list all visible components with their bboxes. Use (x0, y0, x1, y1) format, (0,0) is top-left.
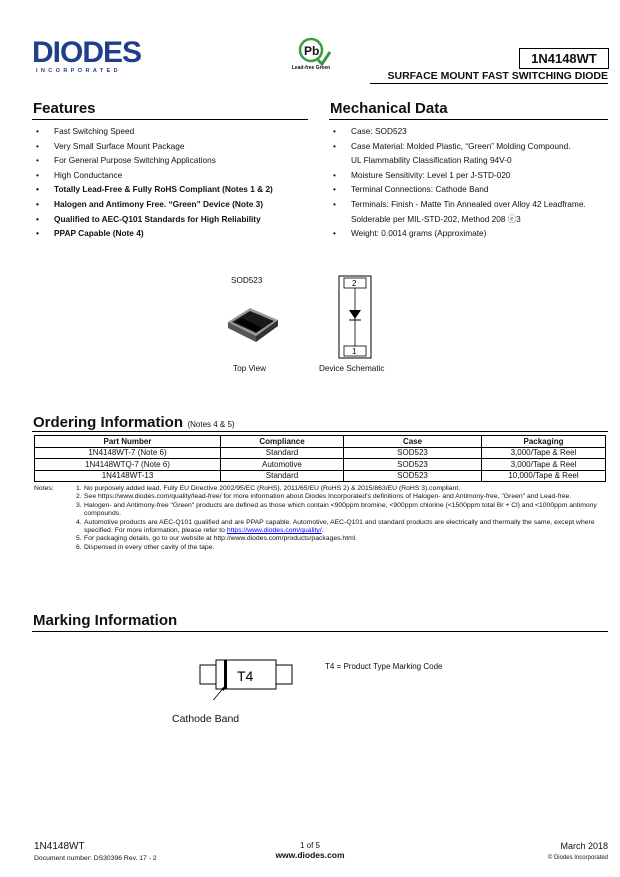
pin-2-label: 2 (352, 279, 357, 288)
notes-label: Notes: (34, 485, 54, 492)
note-item: 2. See https://www.diodes.com/quality/lead-free/ for more information about Diodes Incorporated’s definitions of Halogen- and Antimony-free, "Green" and Lead-free. (76, 493, 572, 501)
table-cell: SOD523 (344, 447, 482, 459)
feature-item: • Fast Switching Speed (33, 124, 313, 139)
marking-code: T4 (237, 668, 254, 684)
note-item: 1. No purposely added lead. Fully EU Directive 2002/95/EC (RoHS), 2011/65/EU (RoHS 2) & 2015/863/EU (RoHS 3).compliant. (76, 485, 461, 492)
quality-link[interactable]: https://www.diodes.com/quality/ (226, 527, 322, 535)
part-number-box: 1N4148WT (519, 48, 609, 69)
footer-center (250, 841, 370, 860)
table-header-row (35, 436, 606, 448)
logo-text: DIODES (32, 38, 142, 69)
table-row (35, 447, 606, 459)
column-header: Part Number (35, 436, 221, 448)
column-header: Compliance (221, 436, 344, 448)
ordering-rule (32, 431, 608, 432)
table-row (35, 459, 606, 471)
table-cell: 1N4148WT-7 (Note 6) (35, 447, 221, 459)
marking-legend: T4 = Product Type Marking Code (325, 662, 443, 671)
footer-date: March 2018 (560, 841, 608, 851)
footer-doc-number: Document number: DS30396 Rev. 17 - 2 (34, 855, 157, 862)
schematic-caption: Device Schematic (319, 364, 385, 373)
footer-right (460, 841, 608, 862)
feature-item: • Very Small Surface Mount Package (33, 139, 313, 154)
note-item: 5. For packaging details, go to our website at http://www.diodes.com/products/packages.html. (76, 535, 358, 543)
table-row (35, 470, 606, 482)
marking-title: Marking Information (33, 612, 178, 629)
table-cell: Standard (221, 470, 344, 482)
mechanical-item: • Case: SOD523 (330, 124, 615, 139)
ordering-title: Ordering Information (Notes 4 & 5) (33, 414, 235, 431)
table-cell: 3,000/Tape & Reel (482, 459, 606, 471)
logo-subtitle: INCORPORATED (36, 68, 122, 74)
feature-item: • PPAP Capable (Note 4) (33, 226, 313, 241)
ordering-title-note: (Notes 4 & 5) (187, 420, 235, 429)
mechanical-item: • Weight: 0.0014 grams (Approximate) (330, 226, 615, 241)
pin-1-label: 1 (352, 347, 357, 356)
subtitle-rule (370, 83, 608, 84)
column-header: Case (344, 436, 482, 448)
features-title: Features (33, 100, 96, 117)
mechanical-title: Mechanical Data (330, 100, 448, 117)
mechanical-item: • Moisture Sensitivity: Level 1 per J-STD-020 (330, 168, 615, 183)
features-list (33, 124, 313, 241)
package-label: SOD523 (231, 276, 263, 285)
table-cell: 10,000/Tape & Reel (482, 470, 606, 482)
device-schematic (338, 274, 372, 360)
footer-site[interactable]: www.diodes.com (275, 850, 345, 860)
note-item: 3. Halogen- and Antimony-free "Green" products are defined as those which contain <900ppm bromine, <900ppm chlorine (<1500ppm total Br + Cl) and <1000ppm antimony compounds. (76, 501, 597, 518)
svg-text:Pb: Pb (304, 44, 320, 58)
table-cell: 3,000/Tape & Reel (482, 447, 606, 459)
footer-left (34, 841, 157, 863)
footer-part: 1N4148WT (34, 841, 85, 852)
table-cell: Automotive (221, 459, 344, 471)
feature-item: • Totally Lead-Free & Fully RoHS Compliant (Notes 1 & 2) (33, 182, 313, 197)
document-subtitle: SURFACE MOUNT FAST SWITCHING DIODE (387, 70, 608, 82)
notes-list (76, 485, 606, 552)
table-cell: SOD523 (344, 459, 482, 471)
table-cell: 1N4148WTQ-7 (Note 6) (35, 459, 221, 471)
table-cell: 1N4148WT-13 (35, 470, 221, 482)
footer-page: 1 of 5 (299, 841, 320, 850)
column-header: Packaging (482, 436, 606, 448)
table-cell: Standard (221, 447, 344, 459)
mechanical-item: • Terminal Connections: Cathode Band (330, 182, 615, 197)
note-item: 6. Dispensed in every other cavity of the tape. (76, 543, 215, 551)
mechanical-rule (329, 119, 608, 120)
note-item: 4. Automotive products are AEC-Q101 qualified and are PPAP capable. Automotive, AEC-Q101 and standard products are electrically and thermally the same, except where specified. For more information, please refer to https://www.diodes.com/quality/. (76, 518, 595, 535)
features-rule (32, 119, 308, 120)
cathode-band-label: Cathode Band (172, 713, 240, 725)
footer-copyright: © Diodes Incorporated (547, 855, 608, 861)
marking-rule (32, 631, 608, 632)
feature-item: • Qualified to AEC-Q101 Standards for High Reliability (33, 212, 313, 227)
ordering-table (34, 435, 606, 482)
mechanical-item: • Case Material: Molded Plastic, “Green” Molding Compound. UL Flammability Classification Rating 94V-0 (330, 139, 615, 168)
lead-free-label: Lead-free Green (291, 65, 331, 71)
table-cell: SOD523 (344, 470, 482, 482)
mechanical-item: • Terminals: Finish - Matte Tin Annealed over Alloy 42 Leadframe. Solderable per MIL-STD-202, Method 208 ⓔ3 (330, 197, 615, 226)
feature-item: • High Conductance (33, 168, 313, 183)
marking-diagram (196, 656, 300, 700)
mechanical-list (330, 124, 615, 241)
feature-item: • Halogen and Antimony Free. “Green” Device (Note 3) (33, 197, 313, 212)
feature-item: • For General Purpose Switching Applications (33, 153, 313, 168)
top-view-caption: Top View (233, 364, 267, 373)
package-top-view-image (222, 300, 284, 350)
